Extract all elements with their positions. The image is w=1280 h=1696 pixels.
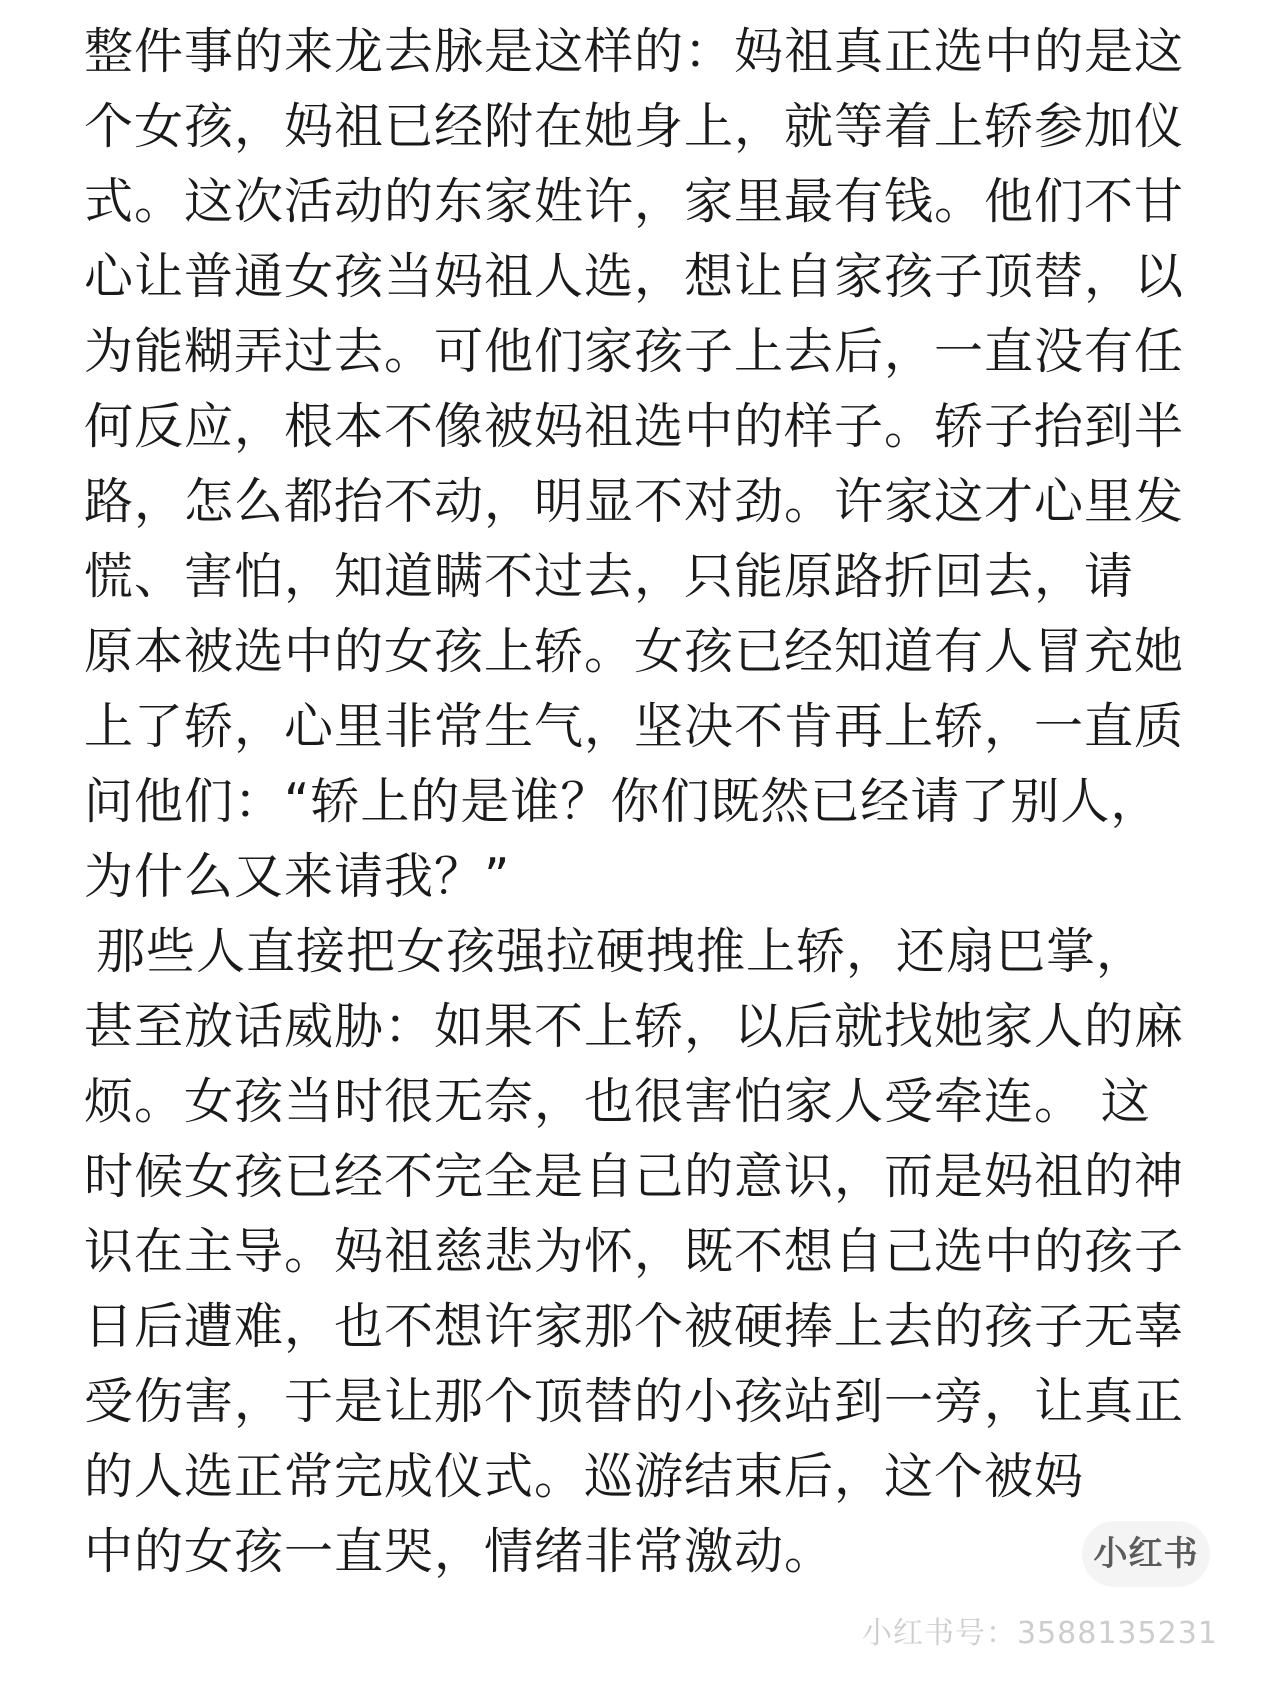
article-line: 甚至放话威胁：如果不上轿，以后就找她家人的麻 — [84, 998, 1185, 1055]
article-line: 时候女孩已经不完全是自己的意识，而是妈祖的神 — [84, 1148, 1185, 1205]
article-line: 整件事的来龙去脉是这样的：妈祖真正选中的是这 — [84, 23, 1185, 80]
article-line: 个女孩，妈祖已经附在她身上，就等着上轿参加仪 — [84, 98, 1185, 155]
xiaohongshu-logo-watermark: 小红书 — [1082, 1521, 1210, 1587]
article-line: 日后遭难，也不想许家那个被硬捧上去的孩子无辜 — [84, 1298, 1185, 1355]
article-line: 中的女孩一直哭，情绪非常激动。 — [84, 1523, 835, 1580]
article-line: 为能糊弄过去。可他们家孩子上去后，一直没有任 — [84, 323, 1185, 380]
article-line: 那些人直接把女孩强拉硬拽推上轿，还扇巴掌， — [96, 923, 1147, 980]
article-line: 识在主导。妈祖慈悲为怀，既不想自己选中的孩子 — [84, 1223, 1185, 1280]
article-line: 原本被选中的女孩上轿。女孩已经知道有人冒充她 — [84, 623, 1185, 680]
article-line: 路，怎么都抬不动，明显不对劲。许家这才心里发 — [84, 473, 1185, 530]
article-line: 受伤害，于是让那个顶替的小孩站到一旁，让真正 — [84, 1373, 1185, 1430]
article-line: 上了轿，心里非常生气，坚决不肯再上轿，一直质 — [84, 698, 1185, 755]
article-line: 的人选正常完成仪式。巡游结束后，这个被妈 — [84, 1448, 1085, 1505]
article-line: 烦。女孩当时很无奈，也很害怕家人受牵连。 这 — [84, 1073, 1151, 1130]
article-line: 心让普通女孩当妈祖人选，想让自家孩子顶替，以 — [84, 248, 1185, 305]
article-line: 慌、害怕，知道瞒不过去，只能原路折回去，请 — [84, 548, 1135, 605]
article-line: 何反应，根本不像被妈祖选中的样子。轿子抬到半 — [84, 398, 1185, 455]
article-line: 式。这次活动的东家姓许，家里最有钱。他们不甘 — [84, 173, 1185, 230]
xiaohongshu-id-watermark: 小红书号：3588135231 — [862, 1616, 1218, 1651]
article-line: 为什么又来请我？” — [84, 848, 511, 905]
article-body — [84, 14, 1214, 1589]
article-line: 问他们：“轿上的是谁？你们既然已经请了别人， — [84, 773, 1161, 830]
